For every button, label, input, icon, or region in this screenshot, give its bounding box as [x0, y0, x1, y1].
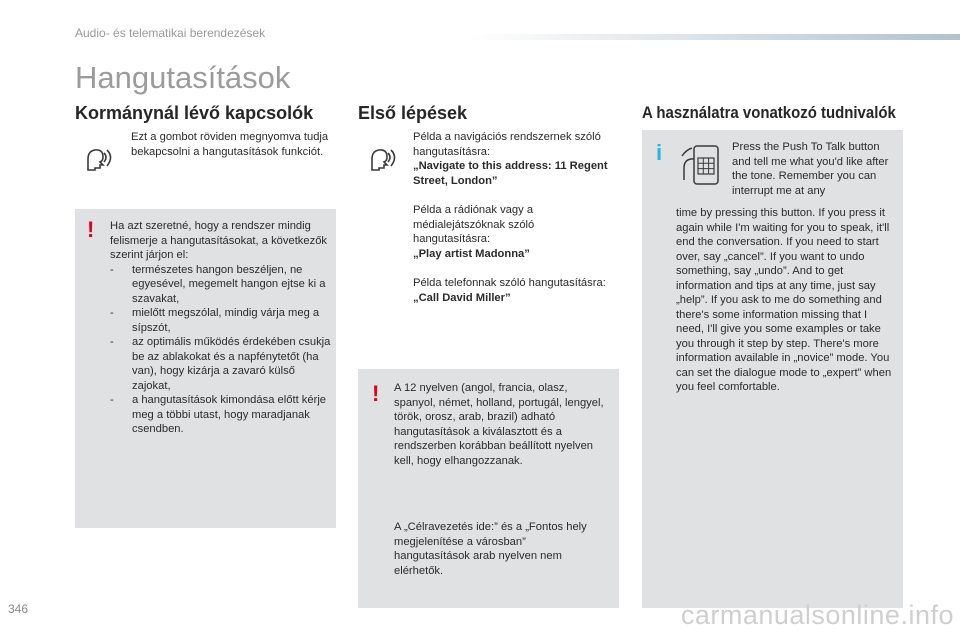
- nav-example: Példa a navigációs rendszernek szóló hangutasításra: „Navigate to this address: 11 Regent Street, London”: [413, 131, 608, 187]
- radio-example: Példa a rádiónak vagy a médialejátszóknak szóló hangutasításra: „Play artist Madonna”: [413, 204, 535, 260]
- col1-warning-content: [110, 219, 332, 437]
- col1-intro: Ezt a gombot röviden megnyomva tudja bekapcsolni a hangutasítások funkciót.: [131, 131, 329, 158]
- radio-command: „Play artist Madonna”: [413, 247, 530, 260]
- header-rule: [470, 34, 960, 40]
- list-item: - természetes hangon beszéljen, ne egyesével, megemelt hangon ejtse ki a szavakat,: [110, 263, 326, 305]
- page-number: 346: [8, 602, 29, 616]
- nav-command: „Navigate to this address: 11 Regent Street, London”: [413, 160, 608, 187]
- warning-mark-icon: !: [372, 381, 380, 406]
- arabic-note: A „Célravezetés ide:” és a „Fontos hely megjelenítése a városban” hangutasítások arab nyelven nem elérhetők.: [394, 521, 587, 577]
- page-title: Hangutasítások: [75, 60, 291, 95]
- touchscreen-voice-icon: [680, 144, 722, 188]
- col1-title: Kormánynál lévő kapcsolók: [75, 103, 314, 123]
- phone-command: „Call David Miller”: [413, 291, 511, 304]
- col3-title: A használatra vonatkozó tudnivalók: [642, 103, 896, 122]
- list-item: - mielőtt megszólal, mindig várja meg a sípszót,: [110, 307, 320, 334]
- list-item: - a hangutasítások kimondása előtt kérje meg a többi utast, hogy maradjanak csendben.: [110, 394, 327, 435]
- voice-command-icon: [80, 140, 116, 176]
- info-mark-icon: i: [656, 140, 663, 165]
- section-header: Audio- és telematikai berendezések: [75, 26, 266, 40]
- phone-example: Példa telefonnak szóló hangutasításra: „Call David Miller”: [413, 277, 606, 304]
- info-text-rest: time by pressing this button. If you press it again while I'm waiting for you to speak, it'll end the conversation. If you need to start over, say „cancel”. If you want to undo something, say „undo”. And to get information and tips at any time, just say „help”. If you ask to me do something and there's some information missing that I need, I'll give you some examples or take you through it step by step. There's more information available in „novice” mode. You can set the dialogue mode to „expert” when you feel comfortable.: [676, 207, 892, 393]
- col3-info-panel: [642, 130, 903, 608]
- warning-mark-icon: !: [87, 217, 95, 242]
- col1-warning-panel: [75, 209, 336, 528]
- info-text-lead: Press the Push To Talk button and tell me what you'd like after the tone. Remember you can interrupt me at any: [732, 141, 889, 197]
- language-note: A 12 nyelven (angol, francia, olasz, spanyol, német, holland, portugál, lengyel, török, orosz, arab, brazil) adható hangutasítások a kiválasztott és a rendszerben korábban beállított nyelven kell, hogy elhangozzanak.: [394, 382, 604, 467]
- col2-warning-panel: [358, 369, 619, 608]
- col2-title: Első lépések: [358, 103, 468, 123]
- col1-warning-text: Ha azt szeretné, hogy a rendszer mindig felismerje a hangutasításokat, a következők szerint járjon el:: [110, 220, 328, 261]
- list-item: - az optimális működés érdekében csukja be az ablakokat és a napfénytetőt (ha van), hogy kizárja a zavaró külső zajokat,: [110, 336, 331, 392]
- watermark: carmanualsonline.info: [680, 600, 954, 630]
- voice-command-icon: [364, 140, 400, 176]
